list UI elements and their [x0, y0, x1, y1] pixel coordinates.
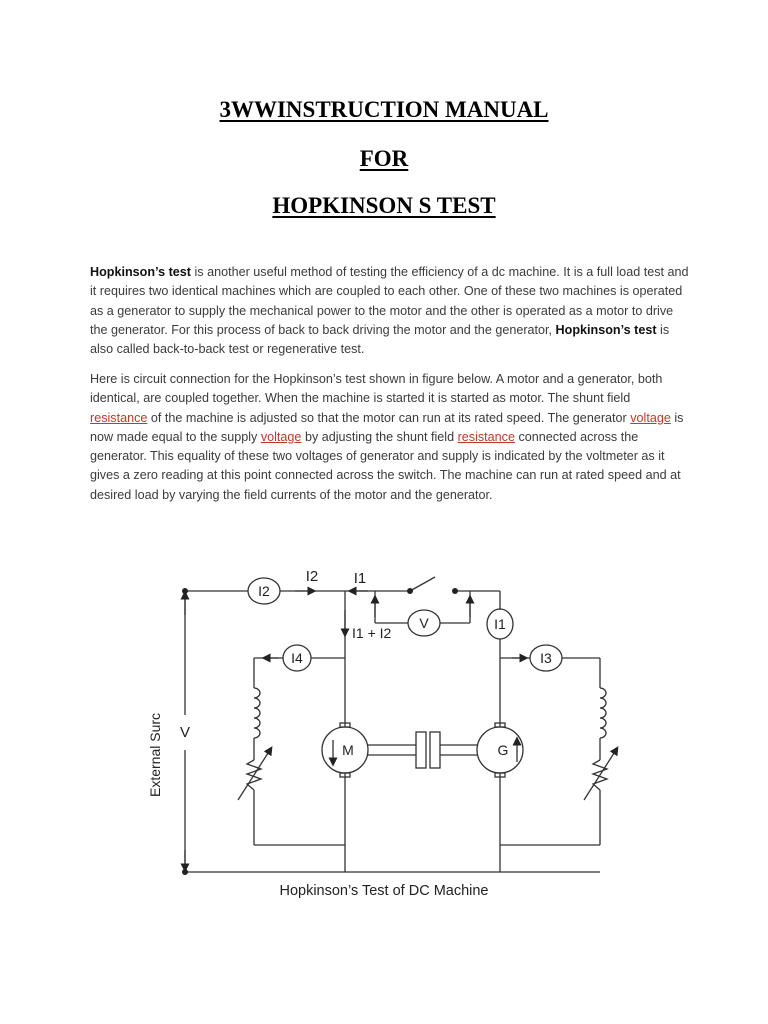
generator-label: G: [497, 742, 509, 758]
manual-title-for: FOR: [359, 146, 409, 171]
current-i1-label: I1: [353, 570, 367, 587]
circuit-paragraph: [90, 370, 690, 505]
manual-title: 3WWINSTRUCTION MANUAL: [219, 97, 549, 122]
motor-label: M: [342, 742, 354, 758]
paragraph-text: connected across the generator. This equality of these two voltages of generator and supply is indicated by the voltmeter as it gives a zero reading at this point connected across the switch. The machine can run at rated speed and at desired load by varying the field currents of the motor and the generator.: [90, 429, 681, 502]
ammeter-i3-label: I3: [540, 650, 552, 666]
paragraph-text: is now made equal to the supply: [90, 410, 684, 444]
paragraph-text: Here is circuit connection for the Hopkinson’s test shown in figure below. A motor and a generator, both identical, are coupled together. When the machine is started it is started as motor. The shunt field: [90, 372, 663, 406]
resistance-link[interactable]: resistance: [90, 410, 148, 425]
circuit-diagram: [140, 555, 620, 885]
paragraph-text: is also called back-to-back test or regenerative test.: [90, 322, 670, 357]
voltage-link[interactable]: voltage: [260, 429, 302, 444]
bold-term: Hopkinson’s test: [90, 265, 191, 279]
figure-caption: Hopkinson’s Test of DC Machine: [279, 883, 489, 899]
external-supply-label: External Surc: [147, 712, 163, 798]
ammeter-i4-label: I4: [291, 650, 303, 666]
supply-voltage-label: V: [179, 724, 191, 741]
voltage-link[interactable]: voltage: [630, 410, 671, 425]
bold-term: Hopkinson’s test: [555, 322, 657, 337]
current-i2-label: I2: [305, 568, 319, 585]
paragraph-text: of the machine is adjusted so that the motor can run at its rated speed. The generator: [147, 410, 631, 425]
paragraph-text: by adjusting the shunt field: [301, 429, 458, 444]
current-sum-label: I1 + I2: [352, 625, 392, 641]
intro-paragraph: [90, 263, 690, 359]
voltmeter-label: V: [419, 615, 429, 631]
ammeter-i1-label: I1: [494, 616, 506, 632]
resistance-link[interactable]: resistance: [457, 429, 515, 444]
paragraph-text: is another useful method of testing the efficiency of a dc machine. It is a full load test and it requires two identical machines which are coupled to each other. One of these two machines is operated as a generator to supply the mechanical power to the motor and the other is operated as a motor to drive the generator. For this process of back to back driving the motor and the generator,: [90, 265, 689, 337]
manual-title-test: HOPKINSON S TEST: [272, 193, 496, 218]
ammeter-i2-label: I2: [258, 583, 270, 599]
